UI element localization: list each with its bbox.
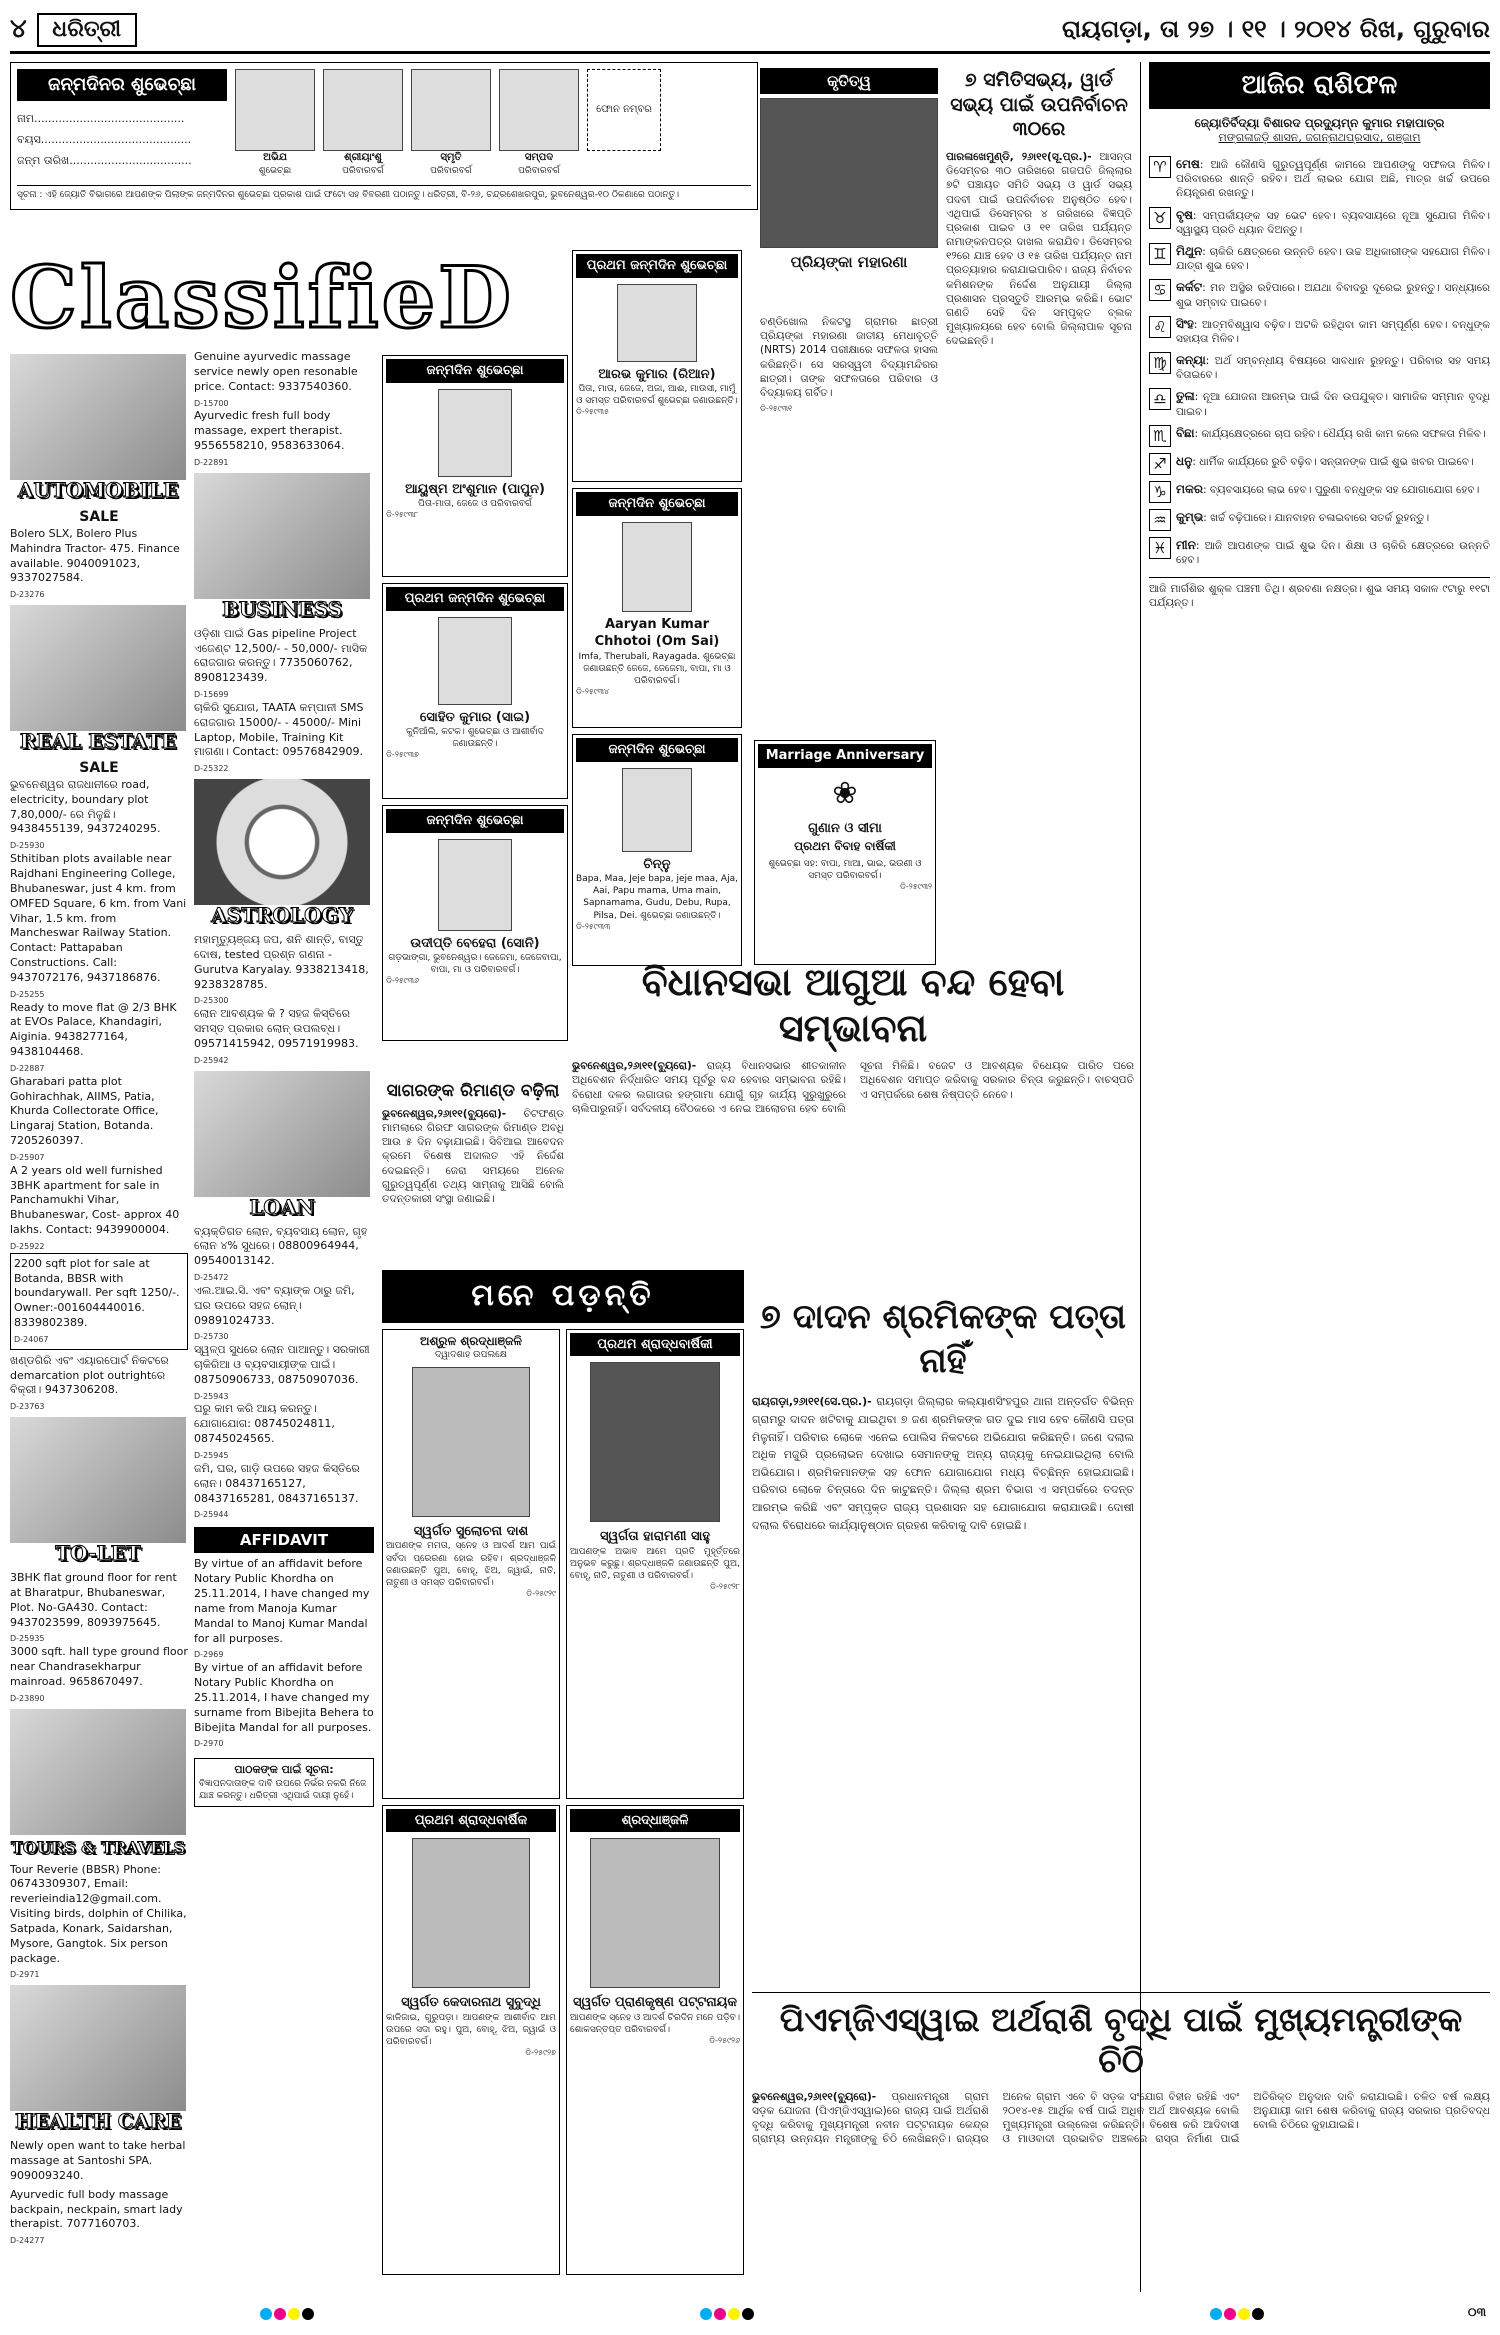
ad-code: D-25472 <box>194 1273 229 1283</box>
obituary-tag: ପ୍ରଥମ ଶ୍ରାଦ୍ଧବାର୍ଷିକ <box>386 1809 556 1833</box>
zodiac-sign-icon: ♈ <box>1149 156 1171 178</box>
ad-code: ଡି-୨୫୯୩୧ <box>760 404 793 414</box>
zodiac-text: ମେଷ: ଆଜି କୌଣସି ଗୁରୁତ୍ୱପୂର୍ଣ୍ଣ କାମରେ ଆପଣଙ୍କୁ ସଫଳତା ମିଳିବ। ପରିବାରରେ ଶାନ୍ତି ରହିବ। ଅର୍ଥ ଲାଭର ଯୋଗ ଅଛି, ମାତ୍ର ଖର୍ଚ୍ଚ ଉପରେ ନିୟନ୍ତ୍ରଣ ରଖନ୍ତୁ। <box>1176 157 1490 200</box>
ad-botanda: 2200 sqft plot for sale at Botanda, BBSR with boundarywall. Per sqft 1250/-. Owner:-001604440016. 8339802389. <box>14 1256 180 1330</box>
story-dateline: ରାୟଗଡ଼ା,୨୬ା୧୧(ସେ.ପ୍ର.)- <box>752 1395 872 1409</box>
stethoscope-image <box>10 1985 186 2111</box>
story-body: ଚିଟଫଣ୍ଡ ମାମଲାରେ ଗିରଫ ସାଗରଙ୍କ ରିମାଣ୍ଡ ଅବଧି ଆଉ ୫ ଦିନ ବଢ଼ାଯାଇଛି। ସିବିଆଇ ଆବେଦନ କ୍ରମେ ବିଶେଷ ଅଦାଲତ ଏହି ନିର୍ଦ୍ଦେଶ ଦେଇଛନ୍ତି। ଜେରା ସମୟରେ ଅନେକ ଗୁରୁତ୍ୱପୂର୍ଣ୍ଣ ତଥ୍ୟ ସାମ୍ନାକୁ ଆସିଛି ବୋଲି ତଦନ୍ତକାରୀ ସଂସ୍ଥା ଜଣାଇଛି। <box>382 1107 564 1205</box>
obituary-card <box>382 1329 560 1799</box>
ad-loan-5: ଜମି, ଘର, ଗାଡ଼ି ଉପରେ ସହଜ କିସ୍ତିରେ ଲୋନ। 08437165127, 08437165281, 08437165137. <box>194 1461 360 1505</box>
classified-title <box>10 252 560 344</box>
sale-heading: SALE <box>79 509 119 525</box>
category-label: HEALTH CARE <box>14 2109 182 2134</box>
form-field-dob: ଜନ୍ମ ତାରିଖ................................... <box>17 154 192 168</box>
zodiac-sign-icon: ♊ <box>1149 243 1171 265</box>
category-label: TO-LET <box>55 1541 141 1566</box>
ad-code: D-25300 <box>194 996 229 1006</box>
marriage-body: ଶୁଭେଚ୍ଛା ସହ: ବାପା, ମାଆ, ଭାଇ, ଭଉଣୀ ଓ ସମସ୍ତ ପରିବାରବର୍ଗ। <box>768 858 922 881</box>
zodiac-entry <box>1149 509 1490 531</box>
greeting-name: ଆରଭ କୁମାର (ରିଆନ) <box>598 366 716 382</box>
portrait-photo <box>412 1838 530 1988</box>
kid-caption: ପରିବାରବର୍ଗ <box>518 165 560 176</box>
ad-loan-1: ବ୍ୟକ୍ତିଗତ ଲୋନ, ବ୍ୟବସାୟ ଲୋନ, ଗୃହ ଲୋନ ୪% ସୁଧରେ। 08800964944, 09540013142. <box>194 1224 368 1268</box>
greeting-title: ପ୍ରଥମ ଜନ୍ମଦିନ ଶୁଭେଚ୍ଛା <box>386 587 564 611</box>
category-label: REAL ESTATE <box>19 729 177 754</box>
zodiac-prediction: ଆଜି କୌଣସି ଗୁରୁତ୍ୱପୂର୍ଣ୍ଣ କାମରେ ଆପଣଙ୍କୁ ସଫଳତା ମିଳିବ। ପରିବାରରେ ଶାନ୍ତି ରହିବ। ଅର୍ଥ ଲାଭର ଯୋଗ ଅଛି, ମାତ୍ର ଖର୍ଚ୍ଚ ଉପରେ ନିୟନ୍ତ୍ରଣ ରଖନ୍ତୁ। <box>1176 159 1490 200</box>
child-photo <box>622 768 692 852</box>
category-health <box>10 1985 186 2135</box>
zodiac-name: ତୁଳା <box>1176 389 1195 404</box>
greeting-body: ପିତା-ମାତା, ଜେଜେ ଓ ପରିବାରବର୍ଗ <box>418 499 532 510</box>
ad-code: D-15700 <box>194 398 229 408</box>
obituary-section-title: ମନେ ପଡ଼ନ୍ତି <box>382 1270 744 1323</box>
zodiac-name: ମୀନ <box>1176 537 1196 552</box>
zodiac-text: ତୁଳା: ନୂଆ ଯୋଜନା ଆରମ୍ଭ ପାଇଁ ଦିନ ଉପଯୁକ୍ତ। ସାମାଜିକ ସମ୍ମାନ ବୃଦ୍ଧି ପାଇବ। <box>1176 389 1490 418</box>
zodiac-entry <box>1149 243 1490 273</box>
zodiac-name: ମକର <box>1176 481 1203 496</box>
bus-image <box>10 1709 186 1835</box>
kid-photo <box>235 69 315 151</box>
classified-title-text: ClassifieD <box>10 252 515 344</box>
obituary-tag: ଅଶ୍ରୁଳ ଶ୍ରଦ୍ଧାଞ୍ଜଳି <box>420 1333 522 1348</box>
greeting-card <box>382 355 568 577</box>
ad-code: D-25942 <box>194 1055 229 1065</box>
page-number: ୪ <box>10 13 27 44</box>
ad-code: D-22891 <box>194 457 229 467</box>
zodiac-sign-icon: ♎ <box>1149 388 1171 410</box>
ad-health-2: Ayurvedic full body massage backpain, neckpain, smart lady therapist. 7077160703. <box>10 2187 183 2231</box>
ad-plot: ଭୁବନେଶ୍ୱର ରାଜଧାନୀରେ road, electricity, boundary plot 7,80,000/- ରେ ମିଳୁଛି। 9438455139, 9437240295. <box>10 777 161 836</box>
greeting-body: ଗଡ଼ଭାଙ୍ଗା, ଭୁବନେଶ୍ୱର। ଜେଜେମା, ଜେଜେବାପା, ବାପା, ମା ଓ ପରିବାରବର୍ଗ। <box>388 953 562 976</box>
ad-gharabari: Gharabari patta plot Gohirachhak, AIIMS, Patia, Khurda Collectorate Office, Lingaraj Station, Botanda. 7205260397. <box>10 1074 159 1148</box>
ad-bolero: Bolero SLX, Bolero Plus Mahindra Tractor- 475. Finance available. 9040091023, 9337027584. <box>10 526 180 585</box>
masthead-left <box>10 12 137 47</box>
kid-caption: ଶୁଭେଚ୍ଛା <box>258 165 292 176</box>
greeting-name: ସୋହିତ କୁମାର (ସାଇ) <box>419 709 531 725</box>
ad-gas: ଓଡ଼ିଶା ପାଇଁ Gas pipeline Project ଏଜେଣ୍ଟ 12,500/- - 50,000/- ମାସିକ ରୋଜଗାର କରନ୍ତୁ। 7735060762, 8908123439. <box>194 626 368 685</box>
classified-column-1 <box>10 350 188 2295</box>
zodiac-text: ମିଥୁନ: ଚାକିରି କ୍ଷେତ୍ରରେ ଉନ୍ନତି ହେବ। ଉଚ୍ଚ ଅଧିକାରୀଙ୍କ ସହଯୋଗ ମିଳିବ। ଯାତ୍ରା ଶୁଭ ହେବ। <box>1176 244 1490 273</box>
obituary-name: ସ୍ୱର୍ଗତା ହାରାମଣୀ ସାହୁ <box>600 1529 710 1545</box>
ad-astro: ମହାମୃତ୍ୟୁଞ୍ଜୟ ଜପ, ଶନି ଶାନ୍ତି, ବାସ୍ତୁ ଦୋଷ, tested ପ୍ରଶ୍ନ ଗଣନା - Gurutva Karyalay. 9338213418, 9238328785. <box>194 933 369 991</box>
ad-code: D-22887 <box>10 1063 45 1073</box>
story-dateline: ଭୁବନେଶ୍ୱର,୨୬ା୧୧(ବ୍ୟୁରୋ)- <box>382 1107 507 1120</box>
child-photo <box>622 522 692 612</box>
zodiac-name: ବିଛା <box>1176 425 1195 440</box>
story-pmgsy <box>752 1992 1490 2292</box>
greeting-card <box>382 583 568 799</box>
ad-code: ଡି-୨୫୯୨୮ <box>710 1582 740 1592</box>
footer-page-number: ୦୩ <box>1467 2305 1486 2319</box>
greeting-title: ଜନ୍ମଦିନ ଶୁଭେଚ୍ଛା <box>576 492 738 516</box>
zodiac-name: କନ୍ୟା <box>1176 353 1206 368</box>
rashifala-title: ଆଜିର ରାଶିଫଳ <box>1149 62 1490 109</box>
greeting-title: ଜନ୍ମଦିନ ଶୁଭେଚ୍ଛା <box>576 738 738 762</box>
sale-heading: SALE <box>79 760 119 777</box>
zodiac-prediction: ମନ ଅସ୍ଥିର ରହିପାରେ। ଅଯଥା ବିବାଦରୁ ଦୂରେଇ ରୁହନ୍ତୁ। ସନ୍ଧ୍ୟାରେ ଶୁଭ ସମ୍ବାଦ ପାଇବେ। <box>1176 282 1490 309</box>
ad-loan-3: ସ୍ୱଳ୍ପ ସୁଧରେ ଲୋନ ପାଆନ୍ତୁ। ସରକାରୀ ଚାକିରିଆ ଓ ବ୍ୟବସାୟୀଙ୍କ ପାଇଁ। 08750906733, 08750907036. <box>194 1343 370 1386</box>
greeting-card <box>572 488 742 728</box>
category-tours <box>10 1709 186 1859</box>
obituary-body: ଆପଣଙ୍କ ଅଭାବ ଆମେ ପ୍ରତି ମୁହୂର୍ତ୍ତରେ ଅନୁଭବ କରୁଛୁ। ଶ୍ରଦ୍ଧାଞ୍ଜଳି ଜଣାଉଛନ୍ତି ପୁଅ, ବୋହୂ, ନାତି, ନାତୁଣୀ ଓ ପରିବାରବର୍ଗ। <box>570 1546 740 1581</box>
registration-marks <box>0 2300 1500 2328</box>
zodiac-entry <box>1149 453 1490 475</box>
zodiac-entry <box>1149 388 1490 418</box>
building-image <box>10 1417 186 1543</box>
ad-botanda-box <box>10 1253 188 1350</box>
greeting-body: Bapa, Maa, Jeje bapa, jeje maa, Aja, Aai, Papu mama, Uma main, Sapnamama, Gudu, Debu, Rupa, Pilsa, Dei. ଶୁଭେଚ୍ଛା ଜଣାଉଛନ୍ତି। <box>576 874 738 921</box>
story-dateline: ପାରଳାଖେମୁଣ୍ଡି, ୨୬ା୧୧(ସୂ.ପ୍ର.)- <box>946 151 1092 164</box>
category-automobile <box>10 354 186 504</box>
obituary-card <box>566 1805 744 2275</box>
zodiac-entry <box>1149 425 1490 447</box>
astrologer-name: ଜ୍ୟୋତିର୍ବିଦ୍ୟା ବିଶାରଦ ପ୍ରଦ୍ୟୁମ୍ନ କୁମାର ମହାପାତ୍ର <box>1194 116 1445 131</box>
portrait-photo <box>590 1362 720 1522</box>
greeting-body: କୁନିଆଁଲି, କଟକ। ଶୁଭେଚ୍ଛା ଓ ଆଶୀର୍ବାଦ ଜଣାଉଛନ୍ତି। <box>406 727 544 750</box>
affidavit-heading: AFFIDAVIT <box>194 1527 374 1553</box>
ad-code: D-2969 <box>194 1650 224 1660</box>
zodiac-text: ବିଛା: କାର୍ଯ୍ୟକ୍ଷେତ୍ରରେ ଚାପ ରହିବ। ଧୈର୍ଯ୍ୟ ରଖି କାମ କଲେ ସଫଳତା ମିଳିବ। <box>1176 425 1486 440</box>
ad-code: D-25255 <box>10 989 45 999</box>
kid-card <box>235 69 315 177</box>
category-astrology <box>194 779 370 929</box>
ad-taata: ଚାକିରି ସୁଯୋଗ, TAATA କମ୍ପାନୀ SMS ରୋଜଗାର 15000/- - 45000/- Mini Laptop, Mobile, Training Kit ମାଗଣା। Contact: 09576842909. <box>194 700 364 759</box>
portrait-photo <box>412 1367 530 1517</box>
form-field-age: ବୟସ........................................... <box>17 133 192 147</box>
masthead <box>10 8 1490 54</box>
greeting-name: ଉଦୀପ୍ତି ବେହେରା (ସୋନି) <box>410 935 540 951</box>
ad-code: D-23763 <box>10 1402 45 1412</box>
zodiac-prediction: ଅର୍ଥ ସମ୍ବନ୍ଧୀୟ ବିଷୟରେ ସାବଧାନ ରୁହନ୍ତୁ। ପରିବାର ସହ ସମୟ ବିତାଇବେ। <box>1176 355 1490 382</box>
mane-padanti <box>382 1270 744 2290</box>
marriage-couple: ଗୁଣାନ ଓ ସୀମା <box>808 821 882 837</box>
marriage-title: Marriage Anniversary <box>758 744 932 768</box>
zodiac-sign-icon: ♉ <box>1149 207 1171 229</box>
story-headline: ୭ ସମିତିସଭ୍ୟ, ୱାର୍ଡ ସଭ୍ୟ ପାଇଁ ଉପନିର୍ବାଚନ ୩୦ରେ <box>950 69 1128 141</box>
ad-code: D-25943 <box>194 1391 229 1401</box>
story-body: ଆସନ୍ତା ଡିସେମ୍ବର ୩୦ ତାରିଖରେ ଗଜପତି ଜିଲ୍ଲାର ୭ଟି ପଞ୍ଚାୟତ ସମିତି ସଭ୍ୟ ଓ ୱାର୍ଡ ସଭ୍ୟ ପଦବୀ ପାଇଁ ଉପନିର୍ବାଚନ ଅନୁଷ୍ଠିତ ହେବ। ଏଥିପାଇଁ ଡିସେମ୍ବର ୪ ତାରିଖରେ ବିଜ୍ଞପ୍ତି ପ୍ରକାଶ ପାଇବ ଓ ୧୧ ତାରିଖ ପର୍ଯ୍ୟନ୍ତ ନାମାଙ୍କନପତ୍ର ଦାଖଲ କରାଯିବ। ଡିସେମ୍ବର ୧୨ରେ ଯାଞ୍ଚ ହେବ ଓ ୧୫ ତାରିଖ ପର୍ଯ୍ୟନ୍ତ ନାମ ପ୍ରତ୍ୟାହାର କରାଯାଇପାରିବ। ରାଜ୍ୟ ନିର୍ବାଚନ କମିଶନଙ୍କ ନିର୍ଦ୍ଦେଶ ଅନୁଯାୟୀ ଜିଲ୍ଲା ପ୍ରଶାସନ ପ୍ରସ୍ତୁତି ଆରମ୍ଭ କରିଛି। ଭୋଟ ଗଣତି ସେହି ଦିନ ସମ୍ପୃକ୍ତ ବ୍ଲକ ମୁଖ୍ୟାଳୟରେ ହେବ ବୋଲି ଜିଲ୍ଲାପାଳ ସୂଚନା ଦେଇଛନ୍ତି। <box>946 151 1132 348</box>
laptop-image <box>194 473 370 599</box>
zodiac-prediction: କାର୍ଯ୍ୟକ୍ଷେତ୍ରରେ ଚାପ ରହିବ। ଧୈର୍ଯ୍ୟ ରଖି କାମ କଲେ ସଫଳତା ମିଳିବ। <box>1201 427 1486 440</box>
story-vidhansabha <box>572 960 1134 1210</box>
obituary-name: ସ୍ୱର୍ଗତ ପ୍ରାଣକୃଷ୍ଣ ପଟ୍ଟନାୟକ <box>572 1995 738 2011</box>
ad-code: D-15699 <box>194 690 229 700</box>
zodiac-entry <box>1149 352 1490 382</box>
ad-tours: Tour Reverie (BBSR) Phone: 06743309307, Email: reverieindia12@gmail.com. Visiting birds, dolphin of Chilika, Satpada, Konark, Saidarshan, Mysore, Gangtok. Six person package. <box>10 1862 187 1965</box>
story-body: ରାଜ୍ୟ ବିଧାନସଭାର ଶୀତକାଳୀନ ଅଧିବେଶନ ନିର୍ଦ୍ଧାରିତ ସମୟ ପୂର୍ବରୁ ବନ୍ଦ ହେବାର ସମ୍ଭାବନା ରହିଛି। ବିରୋଧୀ ଦଳର ଲଗାତାର ହଙ୍ଗାମା ଯୋଗୁଁ ଗୃହ କାର୍ଯ୍ୟ ସୁରୁଖୁରୁରେ ଚାଲିପାରୁନାହିଁ। ସର୍ବଦଳୀୟ ବୈଠକରେ ଏ ନେଇ ଆଲୋଚନା ହେବ ବୋଲି ସୂଚନା ମିଳିଛି। ବଜେଟ ଓ ଆବଶ୍ୟକ ବିଧେୟକ ପାରିତ ପରେ ଅଧିବେଶନ ସମାପ୍ତ କରିବାକୁ ସରକାର ଚିନ୍ତା କରୁଛନ୍ତି। ବାଚସ୍ପତି ଏ ସମ୍ପର୍କରେ ଶେଷ ନିଷ୍ପତ୍ତି ନେବେ। <box>572 1060 1134 1115</box>
obituary-card <box>382 1805 560 2275</box>
kid-name: ଅଭିଯ <box>263 152 287 163</box>
story-headline: ସାଗରଙ୍କ ରିମାଣ୍ଡ ବଢ଼ିଲା <box>386 1081 560 1101</box>
ad-code: ଡି-୨୫୯୩୪ <box>576 687 610 697</box>
ad-flat: Ready to move flat @ 2/3 BHK at EVOs Palace, Khandagiri, Aiginia. 9438277164, 9438104468. <box>10 1000 177 1059</box>
obituary-column-right <box>566 1329 744 2275</box>
greeting-name: Aaryan Kumar Chhotoi (Om Sai) <box>594 616 720 650</box>
story-sagar <box>382 1080 564 1260</box>
dateline: ରାୟଗଡ଼ା, ତା ୨୭ । ୧୧ । ୨୦୧୪ ରିଖ, ଗୁରୁବାର <box>1062 15 1490 44</box>
zodiac-name: କୁମ୍ଭ <box>1176 509 1204 524</box>
category-loan <box>194 1071 370 1221</box>
ad-code: D-25922 <box>10 1241 45 1251</box>
reader-note-text: ବିଜ୍ଞାପନଦାତାଙ୍କ ଦାବି ଉପରେ ନିର୍ଭର ନକରି ନିଜେ ଯାଞ୍ଚ କରନ୍ତୁ। ଧରିତ୍ରୀ ଏଥିପାଇଁ ଦାୟୀ ନୁହେଁ। <box>199 1779 367 1802</box>
zodiac-text: ମୀନ: ଆଜି ଆପଣଙ୍କ ପାଇଁ ଶୁଭ ଦିନ। ଶିକ୍ଷା ଓ ଚାକିରି କ୍ଷେତ୍ରରେ ଉନ୍ନତି ହେବ। <box>1176 537 1490 566</box>
paper-logo: ଧରିତ୍ରୀ <box>37 13 137 47</box>
ad-code: D-25730 <box>194 1332 229 1342</box>
flower-icon: ❀ <box>832 775 858 811</box>
zodiac-sign-icon: ♋ <box>1149 279 1171 301</box>
greeting-card <box>572 250 742 482</box>
child-photo <box>617 284 697 362</box>
story-body: ପ୍ରଧାନମନ୍ତ୍ରୀ ଗ୍ରାମ ସଡ଼କ ଯୋଜନା (ପିଏମ୍‌ଜିଏସ୍‌ୱାଇ)ରେ ରାଜ୍ୟ ପାଇଁ ଅର୍ଥରାଶି ବୃଦ୍ଧି କରିବାକୁ ମୁଖ୍ୟମନ୍ତ୍ରୀ ନବୀନ ପଟ୍ଟନାୟକ କେନ୍ଦ୍ର ଗ୍ରାମ୍ୟ ଉନ୍ନୟନ ମନ୍ତ୍ରୀଙ୍କୁ ଚିଠି ଲେଖିଛନ୍ତି। ରାଜ୍ୟର ଅନେକ ଗ୍ରାମ ଏବେ ବି ସଡ଼କ ସଂଯୋଗ ବିହୀନ ରହିଛି ଏବଂ ୨୦୧୪-୧୫ ଆର୍ଥିକ ବର୍ଷ ପାଇଁ ଅଧିକ ଅର୍ଥ ଆବଶ୍ୟକ ବୋଲି ମୁଖ୍ୟମନ୍ତ୍ରୀ ଉଲ୍ଲେଖ କରିଛନ୍ତି। ବିଶେଷ କରି ଆଦିବାସୀ ଓ ମାଓବାଦୀ ପ୍ରଭାବିତ ଅଞ୍ଚଳରେ ରାସ୍ତା ନିର୍ମାଣ ପାଇଁ ଅତିରିକ୍ତ ଅନୁଦାନ ଦାବି କରାଯାଇଛି। ଚଳିତ ବର୍ଷ ଲକ୍ଷ୍ୟ ଅନୁଯାୟୀ କାମ ଶେଷ କରିବାକୁ ରାଜ୍ୟ ସରକାର ପ୍ରତିବଦ୍ଧ ବୋଲି ଚିଠିରେ କୁହାଯାଇଛି। <box>752 2090 1490 2146</box>
story-dateline: ଭୁବନେଶ୍ୱର,୨୬ା୧୧(ବ୍ୟୁରୋ)- <box>752 2090 877 2103</box>
ad-hall: 3000 sqft. hall type ground floor near Chandrasekharpur mainroad. 9658670497. <box>10 1645 188 1688</box>
zodiac-name: ବୃଷ <box>1176 207 1194 222</box>
birthday-strip-title: ଜନ୍ମଦିନର ଶୁଭେଚ୍ଛା <box>17 69 227 101</box>
zodiac-prediction: ନୂଆ ଯୋଜନା ଆରମ୍ଭ ପାଇଁ ଦିନ ଉପଯୁକ୍ତ। ସାମାଜିକ ସମ୍ମାନ ବୃଦ୍ଧି ପାଇବ। <box>1176 391 1490 418</box>
greeting-title: ଜନ୍ମଦିନ ଶୁଭେଚ୍ଛା <box>386 809 564 833</box>
greeting-body: Imfa, Therubali, Rayagada. ଶୁଭେଚ୍ଛା ଜଣାଉଛନ୍ତି ଜେଜେ, ଜେଜେମା, ବାପା, ମା ଓ ପରିବାରବର୍ଗ। <box>578 651 736 686</box>
greeting-name: ଆୟୁଷ୍ମ ଅଂଶୁମାନ (ପାପୁନ) <box>405 481 545 497</box>
house-image <box>10 605 186 731</box>
student-photo <box>760 98 938 248</box>
ad-sthitiban: Sthitiban plots available near Rajdhani Engineering College, Bhubaneswar, just 4 km. from OMFED Square, 6 km. from Vani Vihar, 1.5 km. from Mancheswar Railway Station. Contact: Pattapaban Constructions. Call: 9437072176, 9437186876. <box>10 852 187 984</box>
category-label: BUSINESS <box>221 596 343 621</box>
ad-code: ଡି-୨୫୯୩୭ <box>386 750 419 760</box>
obituary-name: ସ୍ୱର୍ଗତ କେଦାରନାଥ ସୁବୁଦ୍ଧି <box>401 1995 541 2011</box>
marriage-anniversary <box>754 740 936 965</box>
ad-health-1: Newly open want to take herbal massage at Santoshi SPA. 9090093240. <box>10 2139 186 2182</box>
zodiac-text: ସିଂହ: ଆତ୍ମବିଶ୍ୱାସ ବଢ଼ିବ। ଅଟକି ରହିଥିବା କାମ ସମ୍ପୂର୍ଣ୍ଣ ହେବ। ବନ୍ଧୁଙ୍କ ସହାୟତା ମିଳିବ। <box>1176 316 1490 345</box>
ad-code: D-25945 <box>194 1451 229 1461</box>
birthday-strip <box>10 62 758 210</box>
zodiac-name: ଧନୁ <box>1176 453 1193 468</box>
money-image <box>194 1071 370 1197</box>
zodiac-text: କୁମ୍ଭ: ଖର୍ଚ୍ଚ ବଢ଼ିପାରେ। ଯାନବାହନ ଚଳାଇବାରେ ସତର୍କ ରୁହନ୍ତୁ। <box>1176 509 1430 524</box>
ad-demarcation: ଖଣ୍ଡଗିରି ଏବଂ ଏୟାରପୋର୍ଟ ନିକଟରେ demarcation plot outrightରେ ବିକ୍ରୀ। 9437306208. <box>10 1353 169 1397</box>
obituary-name: ସ୍ୱର୍ଗତ ସୁଲୋଚନା ଦାଶ <box>413 1523 529 1539</box>
story-headline: ବିଧାନସଭା ଆଗୁଆ ବନ୍ଦ ହେବା ସମ୍ଭାବନା <box>641 960 1065 1050</box>
obituary-body: ଆପଣଙ୍କ ମମତା, ସ୍ନେହ ଓ ଆଦର୍ଶ ଆମ ପାଇଁ ସର୍ବଦା ପ୍ରେରଣା ହୋଇ ରହିବ। ଶ୍ରଦ୍ଧାଞ୍ଜଳି ଜଣାଉଛନ୍ତି ପୁଅ, ବୋହୂ, ଝିଅ, ଜ୍ୱାଇଁ, ନାତି, ନାତୁଣୀ ଓ ସମସ୍ତ ପରିବାରବର୍ଗ। <box>386 1541 556 1588</box>
kid-card <box>323 69 403 177</box>
ad-code: ଡି-୨୫୯୩୩ <box>576 921 611 931</box>
rashifala <box>1140 62 1490 2292</box>
greeting-card <box>382 805 568 1041</box>
zodiac-sign-icon: ♓ <box>1149 537 1171 559</box>
zodiac-prediction: ଧାର୍ମିକ କାର୍ଯ୍ୟରେ ରୁଚି ବଢ଼ିବ। ସନ୍ତାନଙ୍କ ପାଇଁ ଶୁଭ ଖବର ପାଇବେ। <box>1199 455 1474 468</box>
kruti-tag: କୃତିତ୍ୱ <box>760 68 938 94</box>
kruti-body: ଚଣ୍ଡିଖୋଲ ନିକଟସ୍ଥ ଗ୍ରାମର ଛାତ୍ରୀ ପ୍ରିୟଙ୍କା ମହାରଣା ଜାତୀୟ ମେଧାବୃତ୍ତି (NRTS) 2014 ପରୀକ୍ଷାରେ ସଫଳତା ହାସଲ କରିଛନ୍ତି। ସେ ସରସ୍ୱତୀ ବିଦ୍ୟାମନ୍ଦିରର ଛାତ୍ରୀ। ତାଙ୍କ ସଫଳତାରେ ପରିବାର ଓ ବିଦ୍ୟାଳୟ ଗର୍ବିତ। <box>760 316 938 399</box>
classified-column-2 <box>194 350 374 2295</box>
category-label: LOAN <box>249 1194 315 1219</box>
zodiac-prediction: ବ୍ୟବସାୟରେ ଲାଭ ହେବ। ପୁରୁଣା ବନ୍ଧୁଙ୍କ ସହ ଯୋଗାଯୋଗ ହେବ। <box>1209 483 1480 496</box>
ad-code: D-23276 <box>10 590 45 600</box>
zodiac-entry <box>1149 279 1490 309</box>
ad-loan-4: ଘରୁ କାମ କରି ଆୟ କରନ୍ତୁ। ଯୋଗାଯୋଗ: 08745024811, 08745024565. <box>194 1402 335 1446</box>
zodiac-name: ମେଷ <box>1176 157 1200 172</box>
obituary-tag: ପ୍ରଥମ ଶ୍ରାଦ୍ଧବାର୍ଷିକୀ <box>570 1333 740 1357</box>
marriage-subtitle: ପ୍ରଥମ ବିବାହ ବାର୍ଷିକୀ <box>794 838 896 853</box>
car-image <box>10 354 186 480</box>
greeting-title: ପ୍ରଥମ ଜନ୍ମଦିନ ଶୁଭେଚ୍ଛା <box>576 254 738 278</box>
ad-loan-2: ଏଲ.ଆଇ.ସି. ଏବଂ ବ୍ୟାଙ୍କ ଠାରୁ ଜମି, ଘର ଉପରେ ସହଜ ଲୋନ୍। 09891024733. <box>194 1283 355 1327</box>
kruti-box <box>760 68 938 308</box>
zodiac-wheel-image <box>194 779 370 905</box>
rashifala-footer: ଆଜି ମାର୍ଗଶିର ଶୁକ୍ଳ ପଞ୍ଚମୀ ତିଥି। ଶ୍ରବଣା ନକ୍ଷତ୍ର। ଶୁଭ ସମୟ ସକାଳ ୯ଟାରୁ ୧୧ଟା ପର୍ଯ୍ୟନ୍ତ। <box>1149 577 1490 610</box>
portrait-photo <box>590 1838 720 1988</box>
zodiac-entry <box>1149 316 1490 346</box>
obituary-sub: ଦ୍ୱାଦଶାହ ଉପଲକ୍ଷେ <box>435 1349 507 1360</box>
ad-code: D-25935 <box>10 1634 45 1644</box>
ad-code: D-25907 <box>10 1152 45 1162</box>
zodiac-prediction: ଚାକିରି କ୍ଷେତ୍ରରେ ଉନ୍ନତି ହେବ। ଉଚ୍ଚ ଅଧିକାରୀଙ୍କ ସହଯୋଗ ମିଳିବ। ଯାତ୍ରା ଶୁଭ ହେବ। <box>1176 246 1490 273</box>
kid-card <box>499 69 579 177</box>
greetings-column-a <box>382 355 568 1055</box>
greetings-column-b <box>572 250 742 1000</box>
zodiac-sign-icon: ♍ <box>1149 352 1171 374</box>
kid-card <box>411 69 491 177</box>
story-dateline: ଭୁବନେଶ୍ୱର,୨୬ା୧୧(ବ୍ୟୁରୋ)- <box>572 1060 697 1073</box>
child-photo <box>438 617 512 705</box>
category-label: TOURS & TRAVELS <box>10 1837 186 1857</box>
kid-caption: ପରିବାରବର୍ଗ <box>430 165 472 176</box>
zodiac-prediction: ଆଜି ଆପଣଙ୍କ ପାଇଁ ଶୁଭ ଦିନ। ଶିକ୍ଷା ଓ ଚାକିରି କ୍ଷେତ୍ରରେ ଉନ୍ନତି ହେବ। <box>1176 539 1490 566</box>
story-samiti <box>946 68 1132 968</box>
zodiac-entry <box>1149 481 1490 503</box>
obituary-tag: ଶ୍ରଦ୍ଧାଞ୍ଜଳି <box>570 1809 740 1833</box>
zodiac-sign-icon: ♌ <box>1149 316 1171 338</box>
ad-code: ଡି-୨୫୯୨୯ <box>526 1588 556 1598</box>
ad-code: ଡି-୨୫୯୩୬ <box>386 976 420 986</box>
zodiac-sign-icon: ♑ <box>1149 481 1171 503</box>
ad-code: ଡି-୨୫୯୩୨ <box>899 882 932 892</box>
zodiac-name: ମିଥୁନ <box>1176 244 1203 259</box>
zodiac-entry <box>1149 156 1490 201</box>
astrologer-address: ମଙ୍ଗଳାଜଡ଼ି ଶାସନ, ଜଗନ୍ନାଥପ୍ରସାଦ, ଗଞ୍ଜାମ <box>1218 131 1421 145</box>
kid-photo <box>323 69 403 151</box>
kid-name: ଶ୍ରୀୟାଂଶୁ <box>344 152 382 163</box>
child-photo <box>438 839 512 931</box>
zodiac-text: ଧନୁ: ଧାର୍ମିକ କାର୍ଯ୍ୟରେ ରୁଚି ବଢ଼ିବ। ସନ୍ତାନଙ୍କ ପାଇଁ ଶୁଭ ଖବର ପାଇବେ। <box>1176 453 1474 468</box>
ad-affidavit-1: By virtue of an affidavit before Notary Public Khordha on 25.11.2014, I have changed my name from Manoja Kumar Mandal to Manoj Kumar Mandal for all purposes. <box>194 1557 370 1645</box>
story-shramik <box>752 1295 1134 1985</box>
kruti-name: ପ୍ରିୟଙ୍କା ମହାରଣା <box>790 253 908 272</box>
greeting-title: ଜନ୍ମଦିନ ଶୁଭେଚ୍ଛା <box>386 359 564 383</box>
ad-code: ଡି-୨୫୯୩୫ <box>576 407 610 417</box>
obituary-column-left <box>382 1329 560 2275</box>
kruti-text <box>760 315 938 730</box>
color-dots-icon <box>260 2308 314 2320</box>
ad-code: D-2971 <box>10 1970 40 1980</box>
kid-name: ସ୍ମୃତି <box>440 152 462 163</box>
zodiac-text: ମକର: ବ୍ୟବସାୟରେ ଲାଭ ହେବ। ପୁରୁଣା ବନ୍ଧୁଙ୍କ ସହ ଯୋଗାଯୋଗ ହେବ। <box>1176 481 1480 496</box>
zodiac-sign-icon: ♒ <box>1149 509 1171 531</box>
ad-house: A 2 years old well furnished 3BHK apartment for sale in Panchamukhi Vihar, Bhubaneswar, Cost- approx 40 lakhs. Contact: 9439900004. <box>10 1163 180 1237</box>
ad-code: D-23890 <box>10 1693 45 1703</box>
ad-code: D-25930 <box>10 841 45 851</box>
birthday-note: ସୂଚନା : ଏହି ଜ୍ୟୋତି ବିଭାଗରେ ଆପଣଙ୍କ ପିଲାଙ୍କ ଜନ୍ମଦିନର ଶୁଭେଚ୍ଛା ପ୍ରକାଶ ପାଇଁ ଫଟୋ ସହ ବିବରଣୀ ପଠାନ୍ତୁ। ଧରିତ୍ରୀ, ବି-୨୬, ଚନ୍ଦ୍ରଶେଖରପୁର, ଭୁବନେଶ୍ୱର-୧୦ ଠିକଣାରେ ପଠାନ୍ତୁ। <box>17 185 751 201</box>
zodiac-list <box>1149 156 1490 567</box>
category-business <box>194 473 370 623</box>
ad-code: D-25944 <box>194 1510 229 1520</box>
story-headline: ୭ ଦାଦନ ଶ୍ରମିକଙ୍କ ପତ୍ତା ନାହିଁ <box>760 1297 1126 1382</box>
category-real-estate <box>10 605 186 755</box>
zodiac-entry <box>1149 537 1490 567</box>
photo-slot <box>587 69 661 151</box>
kid-photo <box>499 69 579 151</box>
kid-caption: ପରିବାରବର୍ଗ <box>342 165 384 176</box>
category-to-let <box>10 1417 186 1567</box>
form-field-name: ନାମ........................................... <box>17 112 185 126</box>
zodiac-prediction: ସମ୍ପର୍କୀୟଙ୍କ ସହ ଭେଟ ହେବ। ବ୍ୟବସାୟରେ ନୂଆ ସୁଯୋଗ ମିଳିବ। ସ୍ୱାସ୍ଥ୍ୟ ପ୍ରତି ଧ୍ୟାନ ଦିଅନ୍ତୁ। <box>1176 209 1490 236</box>
ad-code: ଡି-୨୫୯୨୬ <box>709 2035 740 2045</box>
ad-loan-pre: ଲୋନ ଆବଶ୍ୟକ କି ? ସହଜ କିସ୍ତିରେ ସମସ୍ତ ପ୍ରକାର ଲୋନ୍ ଉପଲବ୍ଧ। 09571415942, 09571919983. <box>194 1007 359 1050</box>
reader-note-title: ପାଠକଙ୍କ ପାଇଁ ସୂଚନା: <box>234 1763 334 1777</box>
zodiac-name: କର୍କଟ <box>1176 280 1203 295</box>
zodiac-text: ବୃଷ: ସମ୍ପର୍କୀୟଙ୍କ ସହ ଭେଟ ହେବ। ବ୍ୟବସାୟରେ ନୂଆ ସୁଯୋଗ ମିଳିବ। ସ୍ୱାସ୍ଥ୍ୟ ପ୍ରତି ଧ୍ୟାନ ଦିଅନ୍ତୁ। <box>1176 207 1490 236</box>
ad-code: ଡି-୨୫୯୩୮ <box>386 510 419 520</box>
kid-photo <box>411 69 491 151</box>
zodiac-sign-icon: ♏ <box>1149 425 1171 447</box>
ad-code: D-24277 <box>10 2236 45 2246</box>
zodiac-text: କର୍କଟ: ମନ ଅସ୍ଥିର ରହିପାରେ। ଅଯଥା ବିବାଦରୁ ଦୂରେଇ ରୁହନ୍ତୁ। ସନ୍ଧ୍ୟାରେ ଶୁଭ ସମ୍ବାଦ ପାଇବେ। <box>1176 280 1490 309</box>
ad-affidavit-2: By virtue of an affidavit before Notary Public Khordha on 25.11.2014, I have changed my surname from Bibejita Behera to Bibejita Mandal for all purposes. <box>194 1661 374 1734</box>
greeting-body: ପିତା, ମାତା, ଜେଜେ, ଅଜା, ଆଈ, ମାଉସୀ, ମାମୁଁ ଓ ସମସ୍ତ ପରିବାରବର୍ଗ ଶୁଭେଚ୍ଛା ଜଣାଉଛନ୍ତି। <box>576 384 738 407</box>
photo-slot-label: ଫୋନ ନମ୍ବର <box>596 104 652 116</box>
reader-note <box>194 1758 374 1807</box>
zodiac-text: କନ୍ୟା: ଅର୍ଥ ସମ୍ବନ୍ଧୀୟ ବିଷୟରେ ସାବଧାନ ରୁହନ୍ତୁ। ପରିବାର ସହ ସମୟ ବିତାଇବେ। <box>1176 353 1490 382</box>
zodiac-entry <box>1149 207 1490 237</box>
kid-name: ସମ୍ପଦ <box>524 152 554 163</box>
ad-code: ଡି-୨୫୯୨୭ <box>525 2048 556 2058</box>
ad-code: D-25322 <box>194 764 229 774</box>
child-photo <box>438 389 512 477</box>
ad-tolet: 3BHK flat ground floor for rent at Bharatpur, Bhubaneswar, Plot. No-GA430. Contact: 9437023599, 8093975645. <box>10 1571 177 1629</box>
category-label: AUTOMOBILE <box>17 478 179 502</box>
zodiac-prediction: ଖର୍ଚ୍ଚ ବଢ଼ିପାରେ। ଯାନବାହନ ଚଳାଇବାରେ ସତର୍କ ରୁହନ୍ତୁ। <box>1210 511 1430 524</box>
greeting-card <box>572 734 742 966</box>
ad-code: D-24067 <box>14 1334 49 1344</box>
greeting-name: ଚିନ୍ନୁ <box>643 856 671 872</box>
zodiac-prediction: ଆତ୍ମବିଶ୍ୱାସ ବଢ଼ିବ। ଅଟକି ରହିଥିବା କାମ ସମ୍ପୂର୍ଣ୍ଣ ହେବ। ବନ୍ଧୁଙ୍କ ସହାୟତା ମିଳିବ। <box>1176 318 1490 345</box>
zodiac-name: ସିଂହ <box>1176 316 1194 331</box>
category-label: ASTROLOGY <box>211 903 353 927</box>
ad-ayur-2: Ayurvedic fresh full body massage, expert therapist. 9556558210, 9583633064. <box>194 409 345 453</box>
ad-ayur-1: Genuine ayurvedic massage service newly open resonable price. Contact: 9337540360. <box>194 350 358 393</box>
color-dots-icon <box>700 2308 754 2320</box>
obituary-card <box>566 1329 744 1799</box>
obituary-body: ଆପଣଙ୍କ ସ୍ନେହ ଓ ଆଦର୍ଶ ଚିରଦିନ ମନେ ପଡ଼ିବ। ଶୋକସନ୍ତପ୍ତ ପରିବାରବର୍ଗ। <box>570 2012 740 2035</box>
obituary-body: କାଳିଜାଇ, ଗୁରୁପଡ଼ା। ଆପଣଙ୍କ ଆଶୀର୍ବାଦ ଆମ ଉପରେ ସଦା ରହୁ। ପୁଅ, ବୋହୂ, ଝିଅ, ଜ୍ୱାଇଁ ଓ ପରିବାରବର୍ଗ। <box>386 2012 556 2047</box>
ad-code: D-2970 <box>194 1739 224 1749</box>
zodiac-sign-icon: ♐ <box>1149 453 1171 475</box>
color-dots-icon <box>1210 2308 1264 2320</box>
story-headline: ପିଏମ୍‌ଜିଏସ୍‌ୱାଇ ଅର୍ଥରାଶି ବୃଦ୍ଧି ପାଇଁ ମୁଖ୍ୟମନ୍ତ୍ରୀଙ୍କ ଚିଠି <box>779 2000 1463 2081</box>
story-body: ରାୟଗଡ଼ା ଜିଲ୍ଲାର କଲ୍ୟାଣସିଂହପୁର ଥାନା ଅନ୍ତର୍ଗତ ବିଭିନ୍ନ ଗ୍ରାମରୁ ଦାଦନ ଖଟିବାକୁ ଯାଇଥିବା ୭ ଜଣ ଶ୍ରମିକଙ୍କ ଗତ ଦୁଇ ମାସ ହେବ କୌଣସି ପତ୍ତା ମିଳୁନାହିଁ। ପରିବାର ଲୋକେ ଏନେଇ ପୋଲିସ ନିକଟରେ ଅଭିଯୋଗ କରିଛନ୍ତି। ଜଣେ ଦଲାଲ ଅଧିକ ମଜୁରି ପ୍ରଲୋଭନ ଦେଖାଇ ସେମାନଙ୍କୁ ଅନ୍ୟ ରାଜ୍ୟକୁ ନେଇଯାଇଥିଲା ବୋଲି ଅଭିଯୋଗ। ଶ୍ରମିକମାନଙ୍କ ସହ ଫୋନ ଯୋଗାଯୋଗ ମଧ୍ୟ ବିଚ୍ଛିନ୍ନ ହୋଇଯାଇଛି। ପରିବାର ଲୋକେ ଚିନ୍ତାରେ ଦିନ କାଟୁଛନ୍ତି। ଜିଲ୍ଲା ଶ୍ରମ ବିଭାଗ ଏ ସମ୍ପର୍କରେ ତଦନ୍ତ ଆରମ୍ଭ କରିଛି ଏବଂ ସମ୍ପୃକ୍ତ ରାଜ୍ୟ ପ୍ରଶାସନ ସହ ଯୋଗାଯୋଗ କରାଯାଉଛି। ଦୋଷୀ ଦଲାଲ ବିରୋଧରେ କାର୍ଯ୍ୟାନୁଷ୍ଠାନ ଗ୍ରହଣ କରିବାକୁ ଦାବି ହୋଇଛି। <box>752 1395 1134 1532</box>
